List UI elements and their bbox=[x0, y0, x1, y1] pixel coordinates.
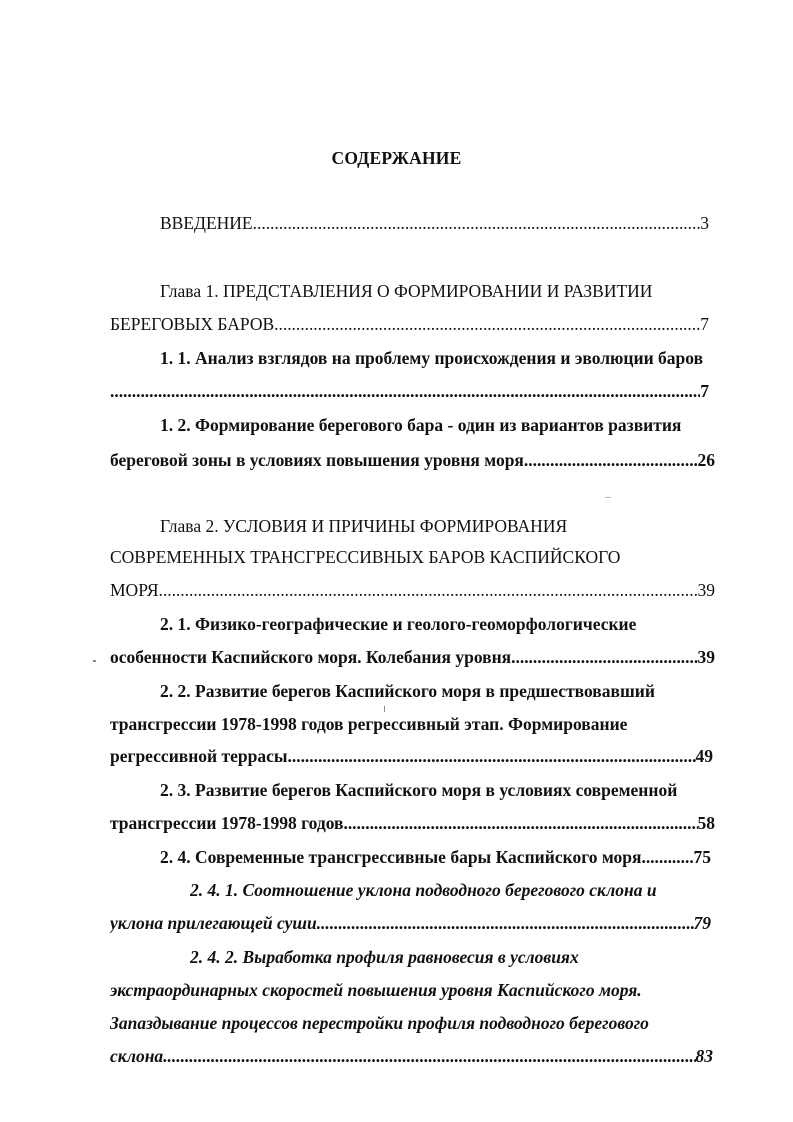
scan-speck bbox=[93, 660, 96, 662]
toc-page-number: 26 bbox=[697, 450, 715, 470]
toc-page-number: 7 bbox=[700, 314, 709, 334]
toc-chapter-2-line-1: Глава 2. УСЛОВИЯ И ПРИЧИНЫ ФОРМИРОВАНИЯ bbox=[160, 516, 568, 536]
toc-section-1-2 bbox=[110, 449, 715, 471]
dot-leader bbox=[511, 646, 697, 668]
toc-chapter-1-line-1: Глава 1. ПРЕДСТАВЛЕНИЯ О ФОРМИРОВАНИИ И РАЗВИТИИ bbox=[160, 281, 653, 301]
toc-section-2-2-line-2: трансгрессии 1978-1998 годов регрессивный этап. Формирование bbox=[110, 714, 628, 734]
toc-entry-text: ВВЕДЕНИЕ bbox=[160, 213, 253, 233]
toc-entry-text: 2. 4. Современные трансгрессивные бары Каспийского моря bbox=[160, 847, 642, 867]
toc-subsection-2-4-2-line-2: экстраординарных скоростей повышения уровня Каспийского моря. bbox=[110, 980, 642, 1000]
toc-entry-text: трансгрессии 1978-1998 годов bbox=[110, 813, 344, 833]
dot-leader bbox=[110, 380, 700, 402]
page-title: СОДЕРЖАНИЕ bbox=[331, 148, 462, 168]
dot-leader bbox=[274, 313, 700, 335]
toc-page-number: 39 bbox=[697, 647, 715, 667]
toc-page-number: 75 bbox=[693, 847, 711, 867]
toc-page-number: 49 bbox=[695, 746, 713, 766]
toc-section-1-2-line-1: 1. 2. Формирование берегового бара - один из вариантов развития bbox=[160, 415, 682, 435]
scan-speck bbox=[605, 497, 611, 498]
toc-page-number: 83 bbox=[695, 1046, 713, 1066]
toc-section-2-1-line-1: 2. 1. Физико-географические и геолого-геоморфологические bbox=[160, 614, 637, 634]
toc-chapter-2 bbox=[110, 579, 715, 601]
toc-section-2-3-line-1: 2. 3. Развитие берегов Каспийского моря в условиях современной bbox=[160, 780, 678, 800]
toc-section-1-1-line-1: 1. 1. Анализ взглядов на проблему происхождения и эволюции баров bbox=[160, 348, 704, 368]
dot-leader bbox=[159, 579, 698, 601]
scan-speck bbox=[384, 706, 385, 712]
toc-page-number: 79 bbox=[693, 913, 711, 933]
dot-leader bbox=[317, 912, 694, 934]
toc-page-number: 7 bbox=[700, 381, 709, 401]
toc-entry-text: БЕРЕГОВЫХ БАРОВ bbox=[110, 314, 275, 334]
toc-subsection-2-4-2-line-1: 2. 4. 2. Выработка профиля равновесия в условиях bbox=[190, 947, 579, 967]
toc-subsection-2-4-1 bbox=[110, 912, 711, 934]
toc-entry-text: уклона прилегающей суши bbox=[110, 913, 317, 933]
toc-section-2-2 bbox=[110, 745, 713, 767]
toc-subsection-2-4-1-line-1: 2. 4. 1. Соотношение уклона подводного берегового склона и bbox=[190, 880, 657, 900]
toc-section-2-2-line-1: 2. 2. Развитие берегов Каспийского моря в предшествовавший bbox=[160, 681, 655, 701]
toc-entry-text: МОРЯ bbox=[110, 580, 159, 600]
toc-section-2-4 bbox=[160, 846, 711, 868]
toc-subsection-2-4-2 bbox=[110, 1045, 713, 1067]
toc-page-number: 39 bbox=[697, 580, 715, 600]
dot-leader bbox=[641, 846, 693, 868]
toc-entry-text: склона bbox=[110, 1046, 164, 1066]
toc-page-number: 3 bbox=[700, 213, 709, 233]
dot-leader bbox=[163, 1045, 695, 1067]
dot-leader bbox=[253, 212, 701, 234]
dot-leader bbox=[524, 449, 698, 471]
toc-chapter-2-line-2: СОВРЕМЕННЫХ ТРАНСГРЕССИВНЫХ БАРОВ КАСПИЙСКОГО bbox=[110, 547, 621, 567]
toc-entry-text: особенности Каспийского моря. Колебания уровня bbox=[110, 647, 512, 667]
dot-leader bbox=[343, 812, 697, 834]
toc-chapter-1 bbox=[110, 313, 709, 335]
toc-entry-intro bbox=[160, 212, 709, 234]
toc-entry-text: регрессивной террасы bbox=[110, 746, 288, 766]
toc-section-2-1 bbox=[110, 646, 715, 668]
toc-subsection-2-4-2-line-3: Запаздывание процессов перестройки профиля подводного берегового bbox=[110, 1013, 649, 1033]
toc-page-number: 58 bbox=[697, 813, 715, 833]
dot-leader bbox=[288, 745, 696, 767]
toc-section-1-1 bbox=[110, 380, 709, 402]
toc-entry-text: береговой зоны в условиях повышения уровня моря bbox=[110, 450, 524, 470]
toc-section-2-3 bbox=[110, 812, 715, 834]
